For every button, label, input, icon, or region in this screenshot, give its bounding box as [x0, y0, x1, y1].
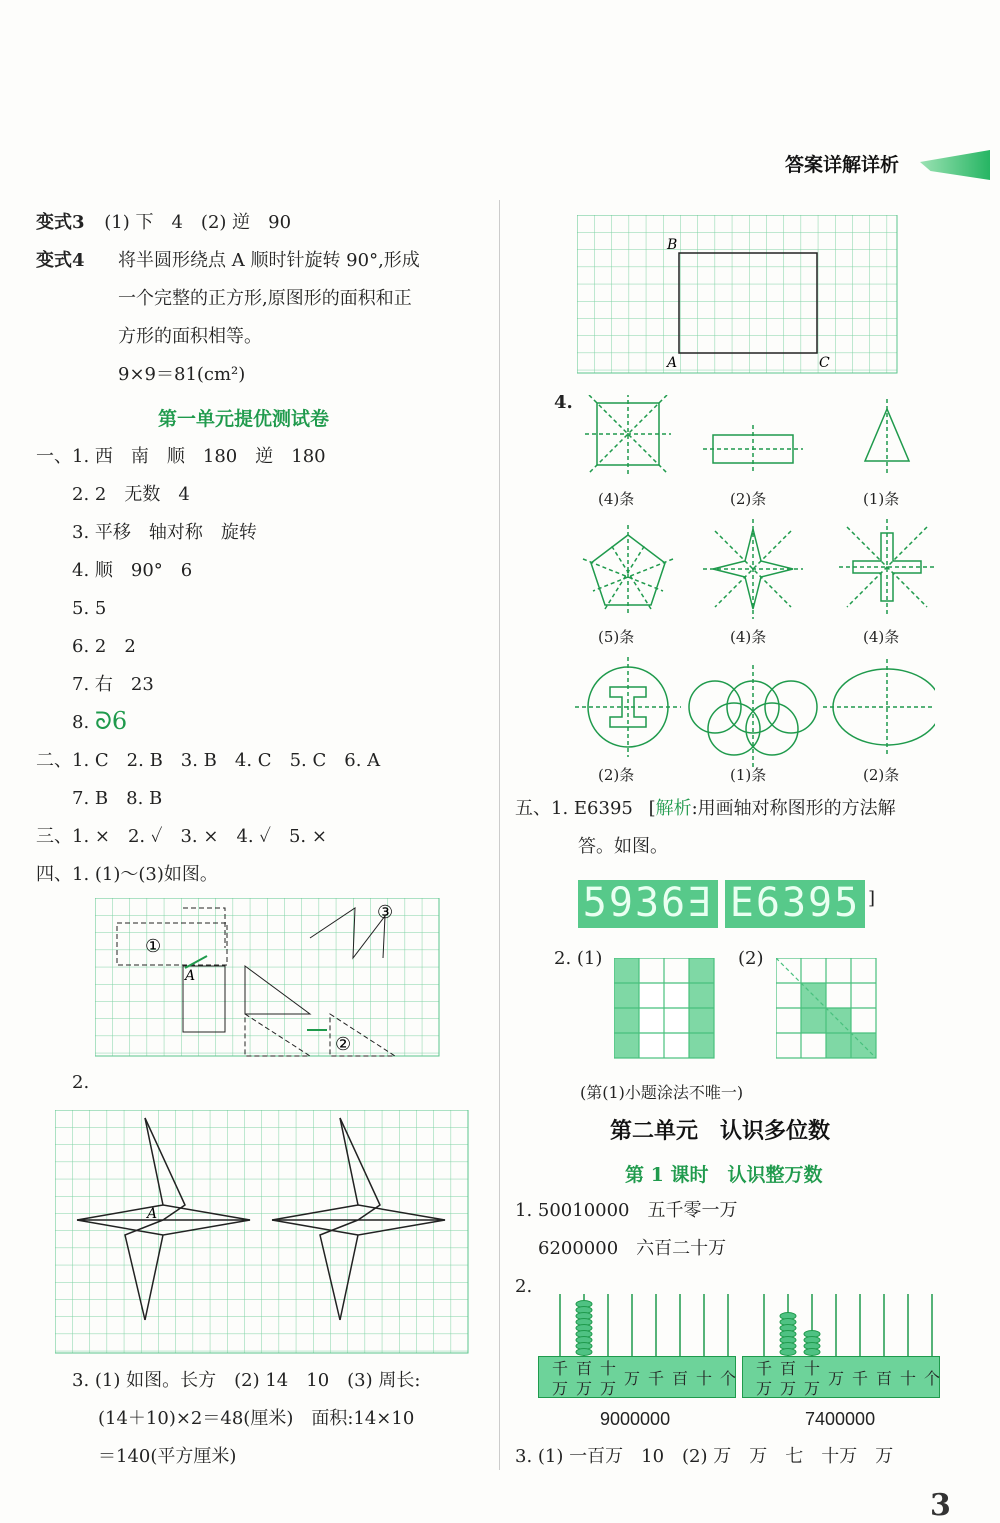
- axes-caption: (4)条: [863, 628, 900, 646]
- normal-number: E6395: [725, 880, 865, 928]
- abacus-bottom: 十: [900, 1369, 917, 1388]
- abacus-bottom: 百: [672, 1369, 689, 1388]
- q4-label: 4.: [554, 392, 573, 413]
- jiexi-label: 解析: [655, 798, 692, 819]
- unit-test-title: 第一单元提优测试卷: [158, 408, 330, 430]
- rectangle-grid-figure: [577, 215, 899, 375]
- shaded-grid-1: [614, 958, 716, 1060]
- bianshi4-line: 一个完整的正方形,原图形的面积和正: [118, 288, 412, 309]
- abacus-top: 十: [600, 1359, 617, 1378]
- abacus-top: 百: [576, 1359, 593, 1378]
- abacus-bottom: 万: [780, 1379, 797, 1398]
- bianshi4-formula: 9×9＝81(cm²): [118, 364, 246, 385]
- q3-line-right: 3. (1) 一百万 10 (2) 万 万 七 十万 万: [515, 1446, 894, 1467]
- bianshi3-label: 变式3: [36, 212, 85, 233]
- abacus-bottom: 万: [828, 1369, 845, 1388]
- lesson1-title: 第 1 课时 认识整万数: [625, 1164, 823, 1186]
- circle-3-label: ③: [377, 902, 394, 923]
- part4-line: 四、1. (1)～(3)如图。: [36, 864, 218, 885]
- q2-note: (第(1)小题涂法不唯一): [580, 1083, 744, 1102]
- axes-caption: (4)条: [598, 490, 635, 508]
- header-decoration: [920, 150, 990, 180]
- page-number: 3: [930, 1488, 951, 1523]
- abacus-bottom: 万: [624, 1369, 641, 1388]
- q8-glyph: ᘐ6: [95, 707, 128, 735]
- abacus-bottom: 万: [600, 1379, 617, 1398]
- q2-label: 2.: [72, 1072, 90, 1093]
- axes-caption: (2)条: [730, 490, 767, 508]
- part2-line: 二、1. C 2. B 3. B 4. C 5. C 6. A: [36, 750, 381, 771]
- symmetry-figures: [575, 395, 935, 775]
- bianshi3-text: (1) 下 4 (2) 逆 90: [104, 212, 292, 233]
- point-a-label: A: [185, 968, 196, 984]
- part5-line2: 答。如图。: [578, 836, 668, 857]
- q3-line: 3. (1) 如图。长方 (2) 14 10 (3) 周长:: [72, 1370, 421, 1391]
- abacus-bottom: 个: [924, 1369, 941, 1388]
- q3-line: ＝140(平方厘米): [98, 1446, 237, 1467]
- abacus-bottom: 万: [576, 1379, 593, 1398]
- part1-line: 4. 顺 90° 6: [72, 560, 193, 581]
- abacus-bottom: 十: [696, 1369, 713, 1388]
- part1-line: 3. 平移 轴对称 旋转: [72, 522, 257, 543]
- q1-line: 6200000 六百二十万: [538, 1238, 727, 1259]
- abacus-bottom: 千: [852, 1369, 869, 1388]
- axes-caption: (2)条: [863, 766, 900, 784]
- q1-line: 1. 50010000 五千零一万: [515, 1200, 738, 1221]
- abacus-bottom: 千: [648, 1369, 665, 1388]
- circle-1-label: ①: [145, 936, 162, 957]
- part1-line: 6. 2 2: [72, 636, 136, 657]
- translation-grid-figure: [95, 898, 440, 1058]
- part1-line: 2. 2 无数 4: [72, 484, 190, 505]
- bianshi3: [36, 212, 291, 234]
- bianshi4-line: 将半圆形绕点 A 顺时针旋转 90°,形成: [118, 250, 420, 271]
- abacus-2: [742, 1290, 941, 1398]
- q2-abacus-label: 2.: [515, 1276, 533, 1297]
- part1-line: 一、1. 西 南 顺 180 逆 180: [36, 446, 326, 467]
- header-title: 答案详解详析: [785, 154, 900, 176]
- rect-point-b: B: [667, 237, 678, 253]
- mirrored-number: 5936∃: [578, 880, 718, 928]
- part1-line: 7. 右 23: [72, 674, 154, 695]
- circle-2-label: ②: [335, 1034, 352, 1055]
- bianshi4-line: 方形的面积相等。: [118, 326, 262, 347]
- abacus-bottom: 万: [756, 1379, 773, 1398]
- part5-explanation: :用画轴对称图形的方法解: [691, 798, 896, 819]
- axes-caption: (5)条: [598, 628, 635, 646]
- abacus-1: [538, 1290, 737, 1398]
- unit2-title: 第二单元 认识多位数: [610, 1118, 831, 1144]
- bianshi4-label: 变式4: [36, 250, 85, 271]
- abacus-top: 千: [552, 1359, 569, 1378]
- axes-caption: (1)条: [863, 490, 900, 508]
- part3-line: 三、1. × 2. ✓ 3. × 4. ✓ 5. ×: [36, 826, 327, 847]
- abacus-bottom: 万: [804, 1379, 821, 1398]
- abacus-bottom: 万: [552, 1379, 569, 1398]
- abacus-bottom: 个: [720, 1369, 737, 1388]
- axes-caption: (1)条: [730, 766, 767, 784]
- fig2-point-a: A: [147, 1206, 158, 1222]
- column-divider: [499, 200, 500, 1470]
- shaded-grid-2: [776, 958, 878, 1060]
- abacus-top: 十: [804, 1359, 821, 1378]
- axes-caption: (2)条: [598, 766, 635, 784]
- part2-line: 7. B 8. B: [72, 788, 163, 809]
- abacus-value: 7400000: [805, 1409, 876, 1429]
- axes-caption: (4)条: [730, 628, 767, 646]
- abacus-bottom: 百: [876, 1369, 893, 1388]
- rotation-grid-figure: [55, 1110, 470, 1355]
- q2-label-1: 2. (1): [554, 948, 603, 969]
- q3-line: (14＋10)×2＝48(厘米) 面积:14×10: [98, 1408, 415, 1429]
- rect-point-a: A: [667, 355, 678, 371]
- abacus-value: 9000000: [600, 1409, 671, 1429]
- part1-line: 8.: [72, 712, 90, 733]
- abacus-top: 百: [780, 1359, 797, 1378]
- abacus-top: 千: [756, 1359, 773, 1378]
- q2-label-2: (2): [738, 948, 764, 969]
- part5-answer: 五、1. E6395: [515, 798, 633, 819]
- part5-line1: 五、1. E6395 [解析:用画轴对称图形的方法解: [515, 798, 896, 819]
- part1-line: 5. 5: [72, 598, 107, 619]
- rect-point-c: C: [819, 355, 830, 371]
